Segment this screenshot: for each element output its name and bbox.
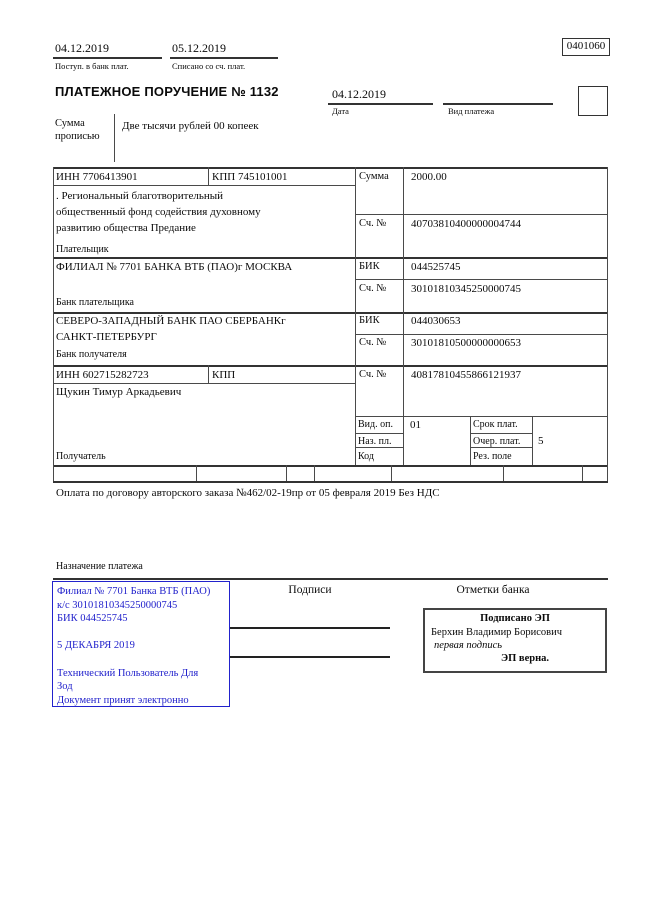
amount-words-value: Две тысячи рублей 00 копеек [122,120,259,132]
received-date-underline [53,57,162,59]
document-date: 04.12.2019 [332,87,386,101]
payee-account-label: Сч. № [359,369,387,380]
table-border [355,167,356,465]
payee-inn: ИНН 602715282723 [56,369,149,381]
table-border [53,167,608,169]
table-border [314,465,315,481]
bank-stamp-line [57,626,229,640]
document-date-label: Дата [332,106,349,116]
table-border [355,334,608,335]
signature-line [230,627,390,629]
payee-bank-account-label: Сч. № [359,337,387,348]
payee-bank-bik-label: БИК [359,315,380,326]
table-border [355,416,608,417]
ocher-plat-label: Очер. плат. [473,436,521,447]
form-code: 0401060 [566,40,606,52]
table-border [53,167,54,481]
payment-purpose-text: Оплата по договору авторского заказа №462/02-19пр от 05 февраля 2019 Без НДС [56,487,440,499]
bank-stamp-line: Технический Пользователь Для [57,667,199,679]
signature-verification-stamp [423,608,607,673]
sum-label: Сумма [359,171,389,182]
purpose-divider [53,578,608,580]
document-title: ПЛАТЕЖНОЕ ПОРУЧЕНИЕ № 1132 [55,84,279,99]
table-border [53,312,608,314]
bank-electronic-stamp [52,581,230,707]
table-border [53,257,608,259]
table-border [196,465,197,481]
ocher-plat-value: 5 [538,435,544,447]
signature-line [230,656,390,658]
table-border [355,214,608,215]
payee-bank-corr-account: 30101810500000000653 [411,337,521,349]
rez-pole-label: Рез. поле [473,451,512,462]
table-border [286,465,287,481]
payer-label: Плательщик [56,244,109,255]
table-border [403,167,404,465]
srok-plat-label: Срок плат. [473,419,518,430]
table-border [470,433,532,434]
payee-bank-name-line: САНКТ-ПЕТЕРБУРГ [56,331,157,343]
payee-label: Получатель [56,451,106,462]
table-border [582,465,583,481]
payer-bank-name: ФИЛИАЛ № 7701 БАНКА ВТБ (ПАО)г МОСКВА [56,261,293,273]
stamp-subtitle: первая подпись [434,640,503,651]
payer-bank-corr-account: 30101810345250000745 [411,283,521,295]
table-border [53,481,608,483]
table-border [532,416,533,465]
payee-account: 40817810455866121937 [411,369,521,381]
payee-bank-bik: 044030653 [411,315,461,327]
bank-stamp-line: к/с 30101810345250000745 [57,599,178,611]
payer-bank-account-label: Сч. № [359,283,387,294]
bank-stamp-line: БИК 044525745 [57,613,128,625]
payment-type-underline [443,103,553,105]
kod-label: Код [358,451,374,462]
vid-op-label: Вид. оп. [358,419,393,430]
signatures-label: Подписи [288,584,332,596]
payee-name: Щукин Тимур Аркадьевич [56,386,182,398]
bank-stamp-line: Зод [57,681,73,693]
sum-value: 2000.00 [411,171,447,183]
payee-bank-name-line: СЕВЕРО-ЗАПАДНЫЙ БАНК ПАО СБЕРБАНКг [56,315,286,327]
payment-type-label: Вид платежа [448,106,495,116]
bank-stamp-line [57,653,229,667]
stamp-title: Подписано ЭП [480,613,550,624]
table-border [53,465,608,467]
bank-stamp-line: 5 ДЕКАБРЯ 2019 [57,640,135,652]
form-code-box [562,38,610,56]
table-border [208,365,209,383]
payment-purpose-label: Назначение платежа [56,561,143,572]
debited-date-label: Списано со сч. плат. [172,61,246,71]
stamp-signer-name: Берхин Владимир Борисович [431,627,562,638]
payer-bank-bik-label: БИК [359,261,380,272]
bank-stamp-line: Филиал № 7701 Банка ВТБ (ПАО) [57,586,211,597]
table-border [355,433,403,434]
payer-name-line: развитию общества Предание [56,222,196,234]
payment-type-checkbox [578,86,608,116]
table-border [470,416,471,465]
payer-kpp: КПП 745101001 [212,171,288,183]
debited-date: 05.12.2019 [172,41,226,55]
payer-account-label: Сч. № [359,218,387,229]
table-border [355,279,608,280]
naz-pl-label: Наз. пл. [358,436,392,447]
payer-bank-bik: 044525745 [411,261,461,273]
table-border [503,465,504,481]
table-border [53,383,355,384]
payer-name-line: . Региональный благотворительный [56,190,223,202]
stamp-verified-text: ЭП верна. [501,653,550,664]
table-border [391,465,392,481]
payer-name-line: общественный фонд содействия духовному [56,206,261,218]
payer-inn: ИНН 7706413901 [56,171,138,183]
payee-kpp-label: КПП [212,369,236,381]
payer-bank-label: Банк плательщика [56,297,134,308]
amount-words-divider [114,114,115,162]
bank-stamp-line: Документ принят электронно [57,694,189,706]
table-border [53,365,608,367]
document-date-underline [328,103,433,105]
payee-bank-label: Банк получателя [56,349,127,360]
bank-marks-label: Отметки банка [456,584,530,596]
payer-account: 40703810400000004744 [411,218,521,230]
table-border [53,185,355,186]
table-border [208,167,209,185]
table-border [607,167,608,481]
debited-date-underline [170,57,278,59]
received-date: 04.12.2019 [55,41,109,55]
vid-op-value: 01 [410,419,421,431]
received-date-label: Поступ. в банк плат. [55,61,129,71]
amount-words-label: Сумма прописью [55,118,100,142]
